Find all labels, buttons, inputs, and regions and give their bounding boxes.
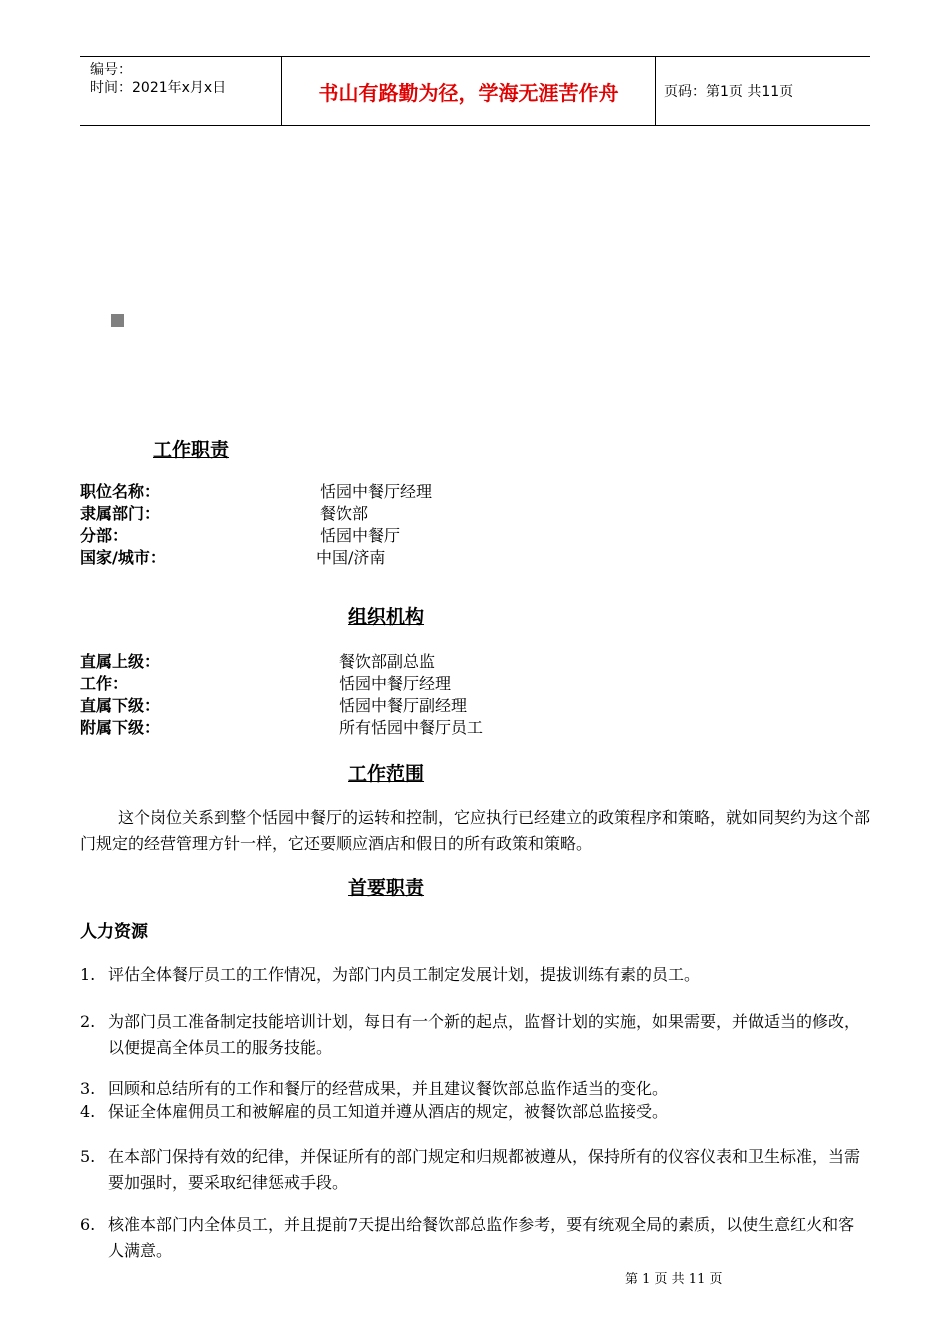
org-row — [80, 651, 780, 673]
heading-organization: 组织机构 — [348, 606, 425, 628]
org-value: 恬园中餐厅副经理 — [339, 696, 468, 715]
list-item-text: 在本部门保持有效的纪律，并保证所有的部门规定和归规都被遵从，保持所有的仪容仪表和卫生标准，当需要加强时，要采取纪律惩戒手段。 — [108, 1147, 861, 1192]
org-key: 附属下级： — [80, 718, 161, 737]
info-row — [80, 481, 780, 503]
org-value: 餐饮部副总监 — [339, 652, 436, 671]
document-time: 时间：2021年x月x日 — [90, 80, 227, 96]
header-motto: 书山有路勤为径，学海无涯苦作舟 — [282, 57, 656, 125]
info-row — [80, 547, 780, 569]
heading-job-duties: 工作职责 — [153, 439, 230, 461]
list-item — [80, 1009, 870, 1061]
document-number-label: 编号： — [90, 62, 132, 78]
org-key: 直属上级： — [80, 652, 161, 671]
org-value: 恬园中餐厅经理 — [339, 674, 452, 693]
org-key: 直属下级： — [80, 696, 161, 715]
work-scope-paragraph: 这个岗位关系到整个恬园中餐厅的运转和控制，它应执行已经建立的政策程序和策略，就如同契约为这个部门规定的经营管理方针一样，它还要顺应酒店和假日的所有政策和策略。 — [80, 808, 871, 853]
list-item-text: 评估全体餐厅员工的工作情况，为部门内员工制定发展计划，提拔训练有素的员工。 — [108, 965, 701, 984]
heading-primary-duties: 首要职责 — [348, 877, 425, 899]
org-value: 所有恬园中餐厅员工 — [339, 718, 484, 737]
info-value: 餐饮部 — [320, 504, 369, 523]
list-item — [80, 1212, 870, 1264]
header-meta — [80, 57, 282, 125]
info-row — [80, 525, 780, 547]
list-item-text: 为部门员工准备制定技能培训计划，每日有一个新的起点，监督计划的实施，如果需要，并做适当的修改，以便提高全体员工的服务技能。 — [108, 1012, 861, 1057]
list-item-text: 核准本部门内全体员工，并且提前7天提出给餐饮部总监作参考，要有统观全局的素质，以使生意红火和客人满意。 — [108, 1215, 855, 1260]
org-row — [80, 695, 780, 717]
list-item — [80, 1099, 870, 1125]
info-row — [80, 503, 780, 525]
list-item — [80, 962, 870, 988]
list-item-number: 4. — [80, 1102, 96, 1121]
org-key: 工作： — [80, 674, 129, 693]
square-bullet-icon — [111, 314, 124, 327]
list-item-number: 2. — [80, 1012, 96, 1031]
list-item-number: 3. — [80, 1079, 96, 1098]
info-value: 恬园中餐厅 — [320, 526, 401, 545]
info-value: 中国/济南 — [316, 548, 386, 567]
info-key: 隶属部门： — [80, 504, 161, 523]
heading-work-scope: 工作范围 — [348, 763, 425, 785]
header-page-info: 页码：第1页 共11页 — [664, 84, 794, 100]
list-item-number: 6. — [80, 1215, 96, 1234]
info-key: 国家/城市： — [80, 548, 166, 567]
info-key: 职位名称： — [80, 482, 161, 501]
info-key: 分部： — [80, 526, 129, 545]
list-item-text: 回顾和总结所有的工作和餐厅的经营成果，并且建议餐饮部总监作适当的变化。 — [108, 1079, 669, 1098]
list-item — [80, 1144, 870, 1196]
info-value: 恬园中餐厅经理 — [320, 482, 433, 501]
org-row — [80, 673, 780, 695]
page-footer: 第 1 页 共 11 页 — [625, 1272, 723, 1287]
page-header — [80, 56, 870, 126]
org-row — [80, 717, 780, 739]
list-item-text: 保证全体雇佣员工和被解雇的员工知道并遵从酒店的规定，被餐饮部总监接受。 — [108, 1102, 669, 1121]
section-human-resources: 人力资源 — [80, 922, 148, 942]
list-item-number: 1. — [80, 965, 96, 984]
list-item-number: 5. — [80, 1147, 96, 1166]
